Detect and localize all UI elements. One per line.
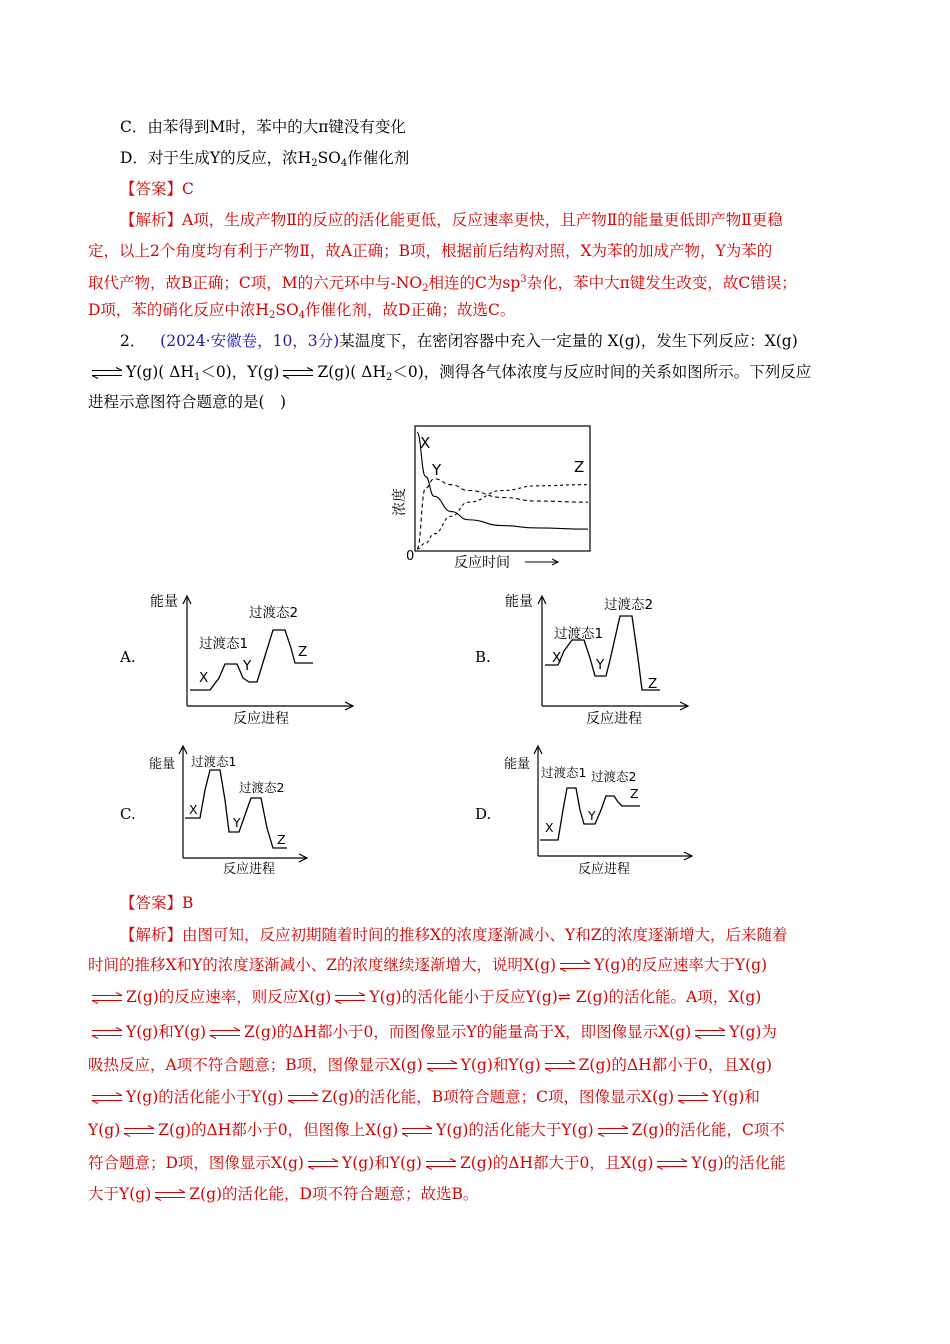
series-curve-y — [417, 479, 588, 549]
choice-b-label[interactable]: B. — [475, 648, 491, 666]
equilibrium-arrow-icon — [208, 1027, 242, 1039]
equilibrium-arrow-icon — [122, 1125, 156, 1137]
question-2-line-1: 2． (2024·安徽卷，10，3分)某温度下，在密闭容器中充入一定量的 X(g)，发生下列反应：X(g) — [120, 332, 798, 350]
explanation-2-line-5: 吸热反应，A项不符合题意；B项，图像显示X(g) Y(g)和Y(g) Z(g)的ΔH都小于0，且X(g) — [88, 1056, 773, 1074]
equilibrium-arrow-icon — [286, 1092, 320, 1104]
species-z-label: Z — [298, 644, 308, 660]
transition-state-2-label: 过渡态2 — [604, 597, 654, 613]
transition-state-1-label: 过渡态1 — [541, 765, 587, 780]
transition-state-2-label: 过渡态2 — [239, 780, 285, 795]
explanation-2-line-4: Y(g)和Y(g) Z(g)的ΔH都小于0，而图像显示Y的能量高于X，即图像显示X(g) Y(g)为 — [88, 1022, 777, 1042]
species-z-label: Z — [277, 832, 286, 847]
explanation-1-line-4: D项，苯的硝化反应中浓$H_2SO_4$作催化剂，故D正确；故选C。 — [88, 301, 516, 321]
explanation-2-line-8: 符合题意；D项，图像显示X(g) Y(g)和Y(g) Z(g)的ΔH都大于0，且X(g) Y(g)的活化能 — [88, 1154, 786, 1172]
concentration-time-chart — [380, 420, 610, 580]
transition-state-1-label: 过渡态1 — [199, 636, 249, 652]
explanation-2-line-7: Y(g) Z(g)的ΔH都小于0，但图像上X(g) Y(g)的活化能大于Y(g) Z(g)的活化能，C项不 — [88, 1121, 785, 1139]
choice-c-diagram[interactable] — [145, 740, 315, 880]
series-curve-x — [417, 432, 588, 529]
species-y-label: Y — [243, 658, 252, 674]
series-label-z: Z — [574, 458, 585, 476]
species-x-label: X — [199, 670, 209, 686]
origin-label: 0 — [406, 549, 415, 564]
equilibrium-arrow-icon — [90, 367, 124, 379]
explanation-1-line-3: 取代产物，故B正确；C项，M的六元环中与$-NO_2$相连的C为$sp^3$杂化，苯中大π键发生改变，故C错误； — [88, 274, 797, 294]
equilibrium-arrow-icon — [90, 992, 124, 1004]
equilibrium-arrow-icon — [90, 1027, 124, 1039]
choice-a-label[interactable]: A. — [120, 648, 136, 666]
choice-d-diagram[interactable] — [500, 740, 700, 880]
chart-frame — [415, 426, 590, 551]
question-2-line-3: 进程示意图符合题意的是( ) — [88, 393, 287, 411]
equilibrium-arrow-icon — [90, 1092, 124, 1104]
species-x-label: X — [545, 820, 554, 835]
x-axis-label: 反应进程 — [586, 711, 642, 727]
explanation-2-line-6: Y(g)的活化能小于Y(g) Z(g)的活化能，B项符合题意；C项，图像显示X(g) Y(g)和 — [88, 1087, 760, 1107]
answer-2: 【答案】B — [120, 894, 194, 912]
y-axis-label: 能量 — [505, 594, 533, 610]
equilibrium-arrow-icon — [333, 992, 367, 1004]
transition-state-1-label: 过渡态1 — [191, 754, 237, 769]
explanation-2-line-3: Z(g)的反应速率，则反应X(g) Y(g)的活化能小于反应Y(g)⇌ Z(g)的活化能。A项，X(g) — [88, 987, 761, 1007]
y-axis-label: 能量 — [504, 757, 531, 772]
species-y-label: Y — [588, 808, 596, 823]
option-c: C．由苯得到M时，苯中的大π键没有变化 — [120, 118, 406, 136]
species-x-label: X — [189, 802, 198, 817]
answer-1: 【答案】C — [120, 180, 194, 198]
x-axis-label: 反应进程 — [578, 862, 631, 877]
species-x-label: X — [552, 650, 562, 666]
equilibrium-arrow-icon — [693, 1027, 727, 1039]
series-curve-z — [417, 485, 588, 549]
explanation-2-line-1: 【解析】由图可知，反应初期随着时间的推移X的浓度逐渐减小、Y和Z的浓度逐渐增大，后来随着 — [120, 926, 788, 944]
species-z-label: Z — [630, 786, 639, 801]
series-label-x: X — [420, 434, 431, 452]
equilibrium-arrow-icon — [596, 1125, 630, 1137]
question-2-line-2: Y(g)( $\Delta H_1<0$)，Y(g) Z(g)( $\Delta H_2<0$)，测得各气体浓度与反应时间的关系如图所示。下列反应 — [88, 362, 811, 388]
explanation-2-line-2: 时间的推移X和Y的浓度逐渐减小、Z的浓度继续逐渐增大，说明X(g) Y(g)的反应速率大于Y(g) — [88, 956, 768, 974]
species-y-label: Y — [596, 657, 605, 673]
y-axis-label: 能量 — [149, 757, 176, 772]
choice-b-diagram[interactable] — [500, 588, 695, 728]
x-axis-label: 反应时间 — [454, 555, 510, 571]
equilibrium-arrow-icon — [153, 1189, 187, 1201]
equilibrium-arrow-icon — [655, 1158, 689, 1170]
equilibrium-arrow-icon — [281, 367, 315, 379]
transition-state-1-label: 过渡态1 — [554, 626, 604, 642]
x-axis-label: 反应进程 — [233, 711, 289, 727]
question-source: (2024·安徽卷，10，3分) — [160, 332, 340, 350]
species-z-label: Z — [648, 676, 658, 692]
series-label-y: Y — [432, 461, 442, 479]
equilibrium-arrow-icon — [543, 1060, 577, 1072]
choice-c-label[interactable]: C. — [120, 805, 136, 823]
choice-a-diagram[interactable] — [145, 588, 360, 728]
species-y-label: Y — [233, 815, 241, 830]
equilibrium-arrow-icon — [306, 1158, 340, 1170]
y-axis-label: 浓度 — [392, 488, 408, 516]
x-axis-label: 反应进程 — [223, 862, 276, 877]
equilibrium-arrow-icon — [425, 1060, 459, 1072]
equilibrium-arrow-icon — [558, 960, 592, 972]
explanation-2-line-9: 大于Y(g) Z(g)的活化能，D项不符合题意；故选B。 — [88, 1185, 479, 1203]
equilibrium-arrow-icon — [424, 1158, 458, 1170]
equilibrium-arrow-icon — [400, 1125, 434, 1137]
choice-d-label[interactable]: D. — [475, 805, 492, 823]
transition-state-2-label: 过渡态2 — [249, 605, 299, 621]
explanation-1-line-2: 定，以上2个角度均有利于产物Ⅱ，故A正确；B项，根据前后结构对照，X为苯的加成产物，Y为苯的 — [88, 242, 773, 260]
option-d: D．对于生成Y的反应，浓$H_2SO_4$作催化剂 — [120, 149, 410, 169]
y-axis-label: 能量 — [150, 594, 178, 610]
transition-state-2-label: 过渡态2 — [591, 769, 637, 784]
equilibrium-arrow-icon — [676, 1092, 710, 1104]
explanation-1-line-1: 【解析】A项，生成产物Ⅱ的反应的活化能更低，反应速率更快，且产物Ⅱ的能量更低即产物Ⅱ更稳 — [120, 211, 783, 229]
